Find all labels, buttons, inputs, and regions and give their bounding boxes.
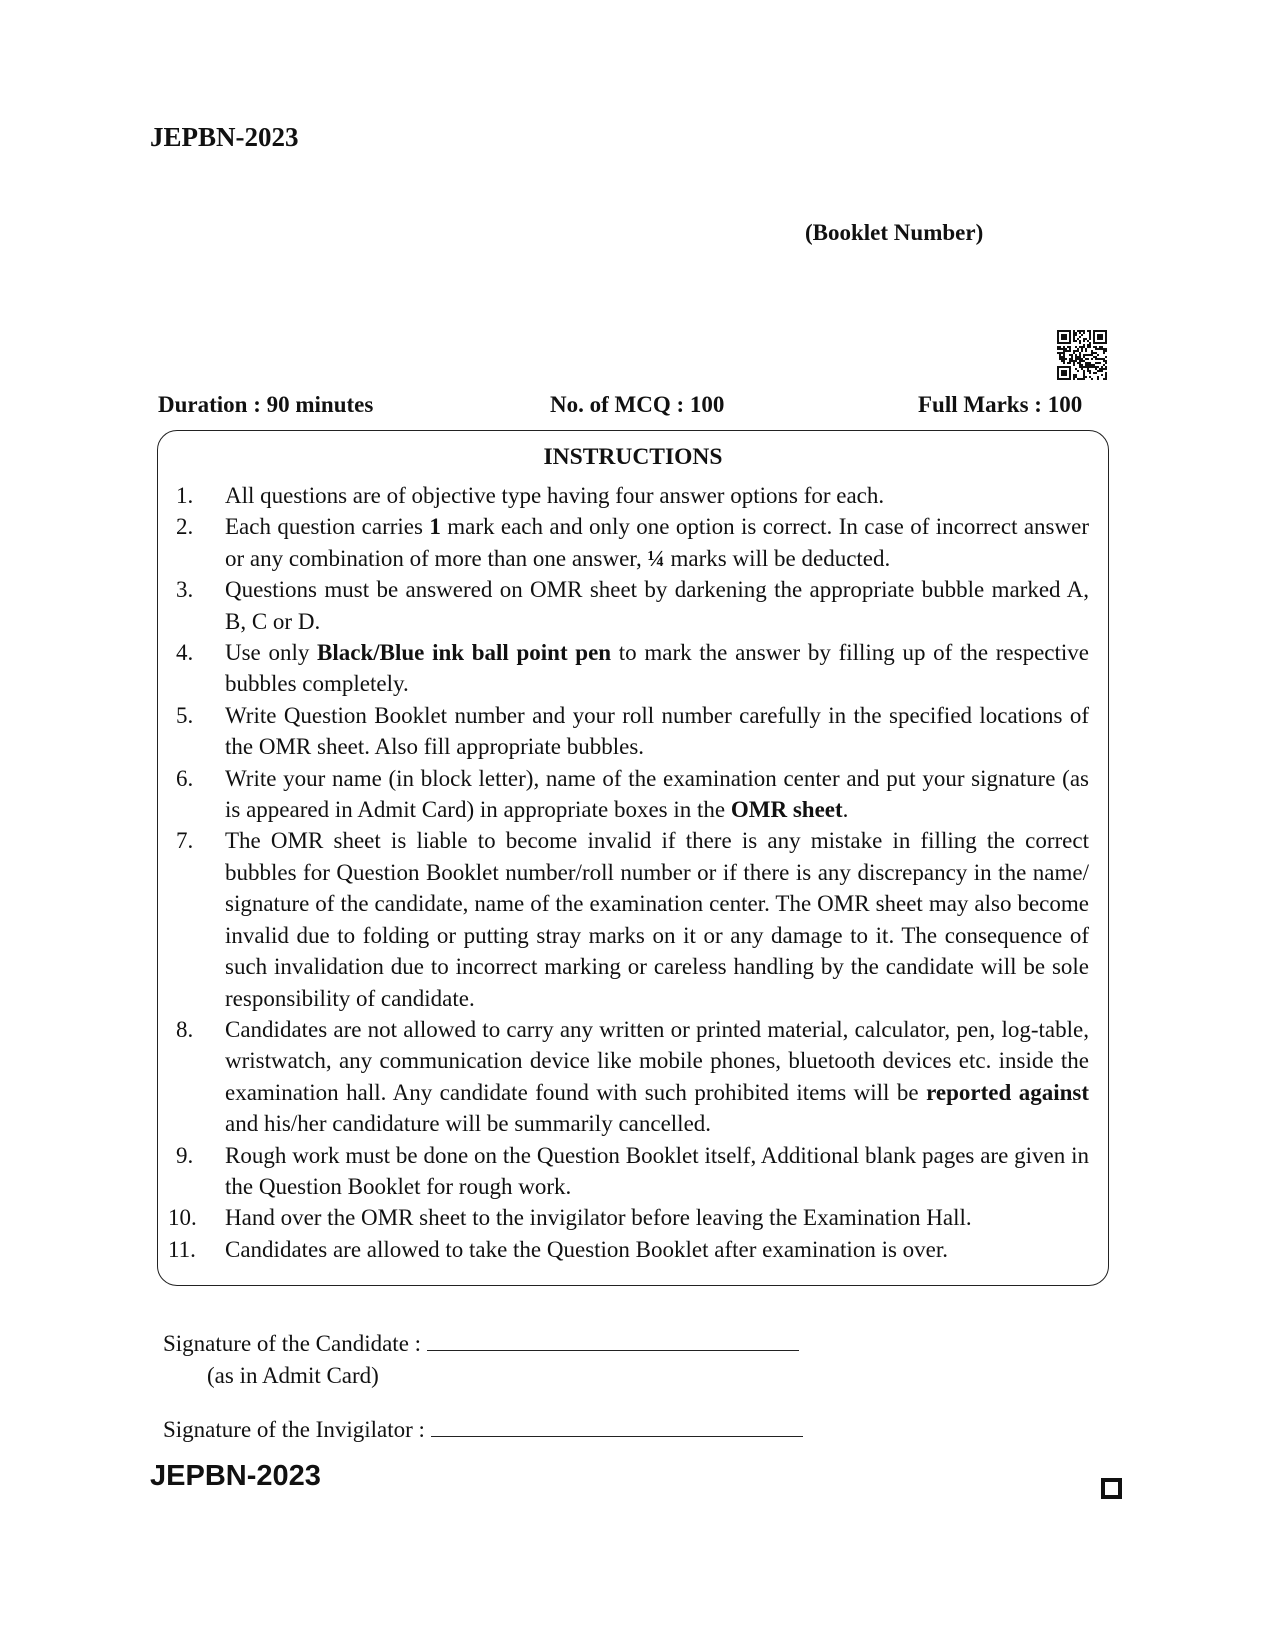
instruction-item: 1. All questions are of objective type having four answer options for each. (176, 483, 885, 508)
candidate-signature-row (163, 1328, 799, 1357)
candidate-signature-note: (as in Admit Card) (207, 1363, 379, 1388)
corner-square-icon (1101, 1478, 1122, 1499)
mcq-count-text: No. of MCQ : 100 (550, 392, 725, 417)
instruction-item: 3. Questions must be answered on OMR sheet by darkening the appropriate bubble marked A, B, C or D. (176, 577, 1089, 634)
duration-text: Duration : 90 minutes (158, 392, 374, 417)
qr-code-icon (1057, 330, 1107, 380)
instructions-list (168, 480, 1089, 1265)
instruction-item: 4. Use only Black/Blue ink ball point pen to mark the answer by filling up of the respective bubbles completely. (176, 640, 1089, 697)
instruction-item: 8. Candidates are not allowed to carry any written or printed material, calculator, pen, log-table, wristwatch, any communication device like mobile phones, bluetooth devices etc. inside the examination hall. Any candidate found with such prohibited items will be reported against and his/her candidature will be summarily cancelled. (176, 1016, 1089, 1137)
invigilator-signature-line (431, 1414, 803, 1437)
instruction-item: 11. Candidates are allowed to take the Question Booklet after examination is over. (168, 1236, 949, 1262)
instruction-item: 2. Each question carries 1 mark each and only one option is correct. In case of incorrect answer or any combination of more than one answer, ¼ marks will be deducted. (176, 514, 1089, 571)
instruction-item: 9. Rough work must be done on the Question Booklet itself, Additional blank pages are given in the Question Booklet for rough work. (176, 1142, 1089, 1199)
instructions-title: INSTRUCTIONS (543, 444, 723, 470)
instruction-item: 6. Write your name (in block letter), name of the examination center and put your signature (as is appeared in Admit Card) in appropriate boxes in the OMR sheet. (176, 765, 1089, 823)
candidate-signature-label: Signature of the Candidate : (163, 1331, 422, 1356)
exam-code-top: JEPBN-2023 (150, 122, 299, 152)
candidate-signature-line (427, 1328, 799, 1351)
instruction-item: 5. Write Question Booklet number and your roll number carefully in the specified locations of the OMR sheet. Also fill appropriate bubbles. (176, 702, 1089, 760)
instruction-item: 10. Hand over the OMR sheet to the invigilator before leaving the Examination Hall. (168, 1205, 972, 1231)
invigilator-signature-row (163, 1414, 803, 1443)
exam-code-bottom: JEPBN-2023 (150, 1460, 321, 1492)
instruction-item: 7. The OMR sheet is liable to become invalid if there is any mistake in filling the correct bubbles for Question Booklet number/roll number or if there is any discrepancy in the name/ signature of the candidate, name of the examination center. The OMR sheet may also become invalid due to folding or putting stray marks on it or any damage to it. The consequence of such invalidation due to incorrect marking or careless handling by the candidate will be sole responsibility of candidate. (176, 828, 1089, 1011)
booklet-number-label: (Booklet Number) (805, 220, 984, 245)
full-marks-text: Full Marks : 100 (918, 392, 1083, 417)
invigilator-signature-label: Signature of the Invigilator : (163, 1417, 425, 1442)
